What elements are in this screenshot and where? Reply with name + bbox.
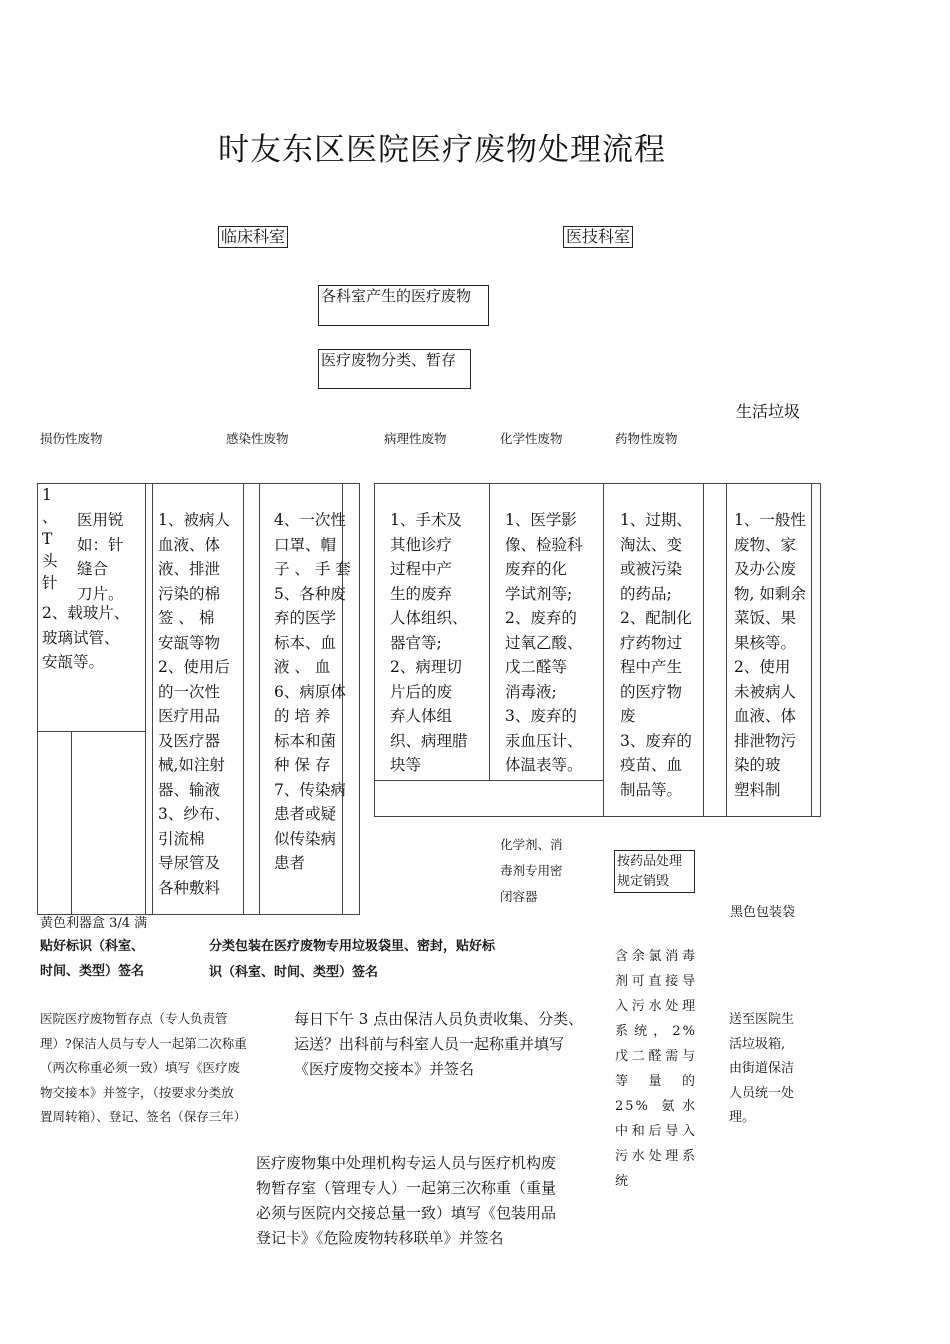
storage-note: 医院医疗废物暂存点（专人负责管 理）?保洁人员与专人一起第二次称重 （两次称重必须一致）填写《医疗废 物交接本》并签字，（按要求分类放 置周转箱）、登记、签名（保存三年） xyxy=(40,1011,247,1124)
chemical-container-note: 化学剂、消 毒剂专用密 闭容器 xyxy=(500,837,563,904)
sharps-col-a: 1 、 T 头 针 xyxy=(42,486,58,592)
household-col: 1、一般性 废物、家 及办公废 物, 如剩余 菜饭、果 果核等。 2、使用 未被病人 血液、体 排泄物污 染的玻 塑料制 xyxy=(734,511,806,799)
disinfect-note: 含余氯消毒剂可直接导入污水处理系统，2%戊二醛需与等量的 25% 氨水中和后导入污水处理系统 xyxy=(615,949,697,1189)
sharps-col-b: 医用锐 如：针 缝合 刀片。 xyxy=(77,511,124,603)
category-pathological: 病理性废物 xyxy=(384,431,447,446)
pharma-rule-box: 按药品处理 规定销毁 xyxy=(614,850,695,893)
category-pharmaceutical: 药物性废物 xyxy=(615,431,678,446)
black-bag-note: 黑色包装袋 xyxy=(730,905,796,920)
infectious-col-1: 1、被病人 血液、体 液、排泄 污染的棉 签 、 棉 安瓿等物 2、使用后 的一次性 医疗用品 及医疗器 械,如注射 器、输液 3、纱布、 引流棉 导尿管及 各种敷料 xyxy=(158,511,230,897)
classify-store-box: 医疗废物分类、暂存 xyxy=(318,349,471,389)
clinical-dept-label: 临床科室 xyxy=(218,226,288,248)
chemical-col: 1、医学影 像、检验科 废弃的化 学试剂等; 2、废弃的 过氧乙酸、 戊二醛等 消毒液; 3、废弃的 汞血压计、 体温表等。 xyxy=(505,511,583,774)
sharps-box-note: 黄色利器盒 3/4 满 xyxy=(40,916,148,931)
household-waste-label: 生活垃圾 xyxy=(736,402,801,421)
daily-collect-note: 每日下午 3 点由保洁人员负责收集、分类、 运送？出科前与科室人员一起称重并填写 《医疗废物交接本》并签名 xyxy=(294,1010,584,1078)
final-transfer-note: 医疗废物集中处理机构专运人员与医疗机构废 物暂存室（管理专人）一起第三次称重（重量 必须与医院内交接总量一致）填写《包装用品 登记卡》《危险废物转移联单》并签名 xyxy=(256,1154,557,1247)
pack-sign-note: 分类包装在医疗废物专用垃圾袋里、密封，贴好标 识（科室、时间、类型）签名 xyxy=(209,939,496,980)
category-sharps: 损伤性废物 xyxy=(40,431,103,446)
pathological-col: 1、手术及 其他诊疗 过程中产 生的废弃 人体组织、 器官等; 2、病理切 片后的废 弃人体组 织、病理腊 块等 xyxy=(390,511,468,774)
infectious-col-2: 4、一次性 口罩、帽 子 、 手 套 5、各种废 弃的医学 标本、血 液 、 血 6、病原体 的 培 养 标本和菌 种 保 存 7、传染病 患者或疑 似传染病 患者 xyxy=(274,511,351,872)
household-send-note: 送至医院生 活垃圾箱, 由街道保洁 人员统一处 理。 xyxy=(729,1012,795,1125)
label-sign-note: 贴好标识（科室、 时间、类型）签名 xyxy=(40,939,145,979)
produce-waste-box: 各科室产生的医疗废物 xyxy=(318,285,489,326)
sharps-col-c: 2、载玻片、 玻璃试管、 安瓿等。 xyxy=(42,604,130,671)
pharmaceutical-col: 1、过期、 淘汰、变 或被污染 的药品; 2、配制化 疗药物过 程中产生 的医疗物 废 3、废弃的 疫苗、血 制品等。 xyxy=(620,511,692,799)
page-title: 时友东区医院医疗废物处理流程 xyxy=(218,132,666,168)
category-chemical: 化学性废物 xyxy=(500,431,563,446)
medtech-dept-label: 医技科室 xyxy=(563,226,633,248)
category-infectious: 感染性废物 xyxy=(226,431,289,446)
